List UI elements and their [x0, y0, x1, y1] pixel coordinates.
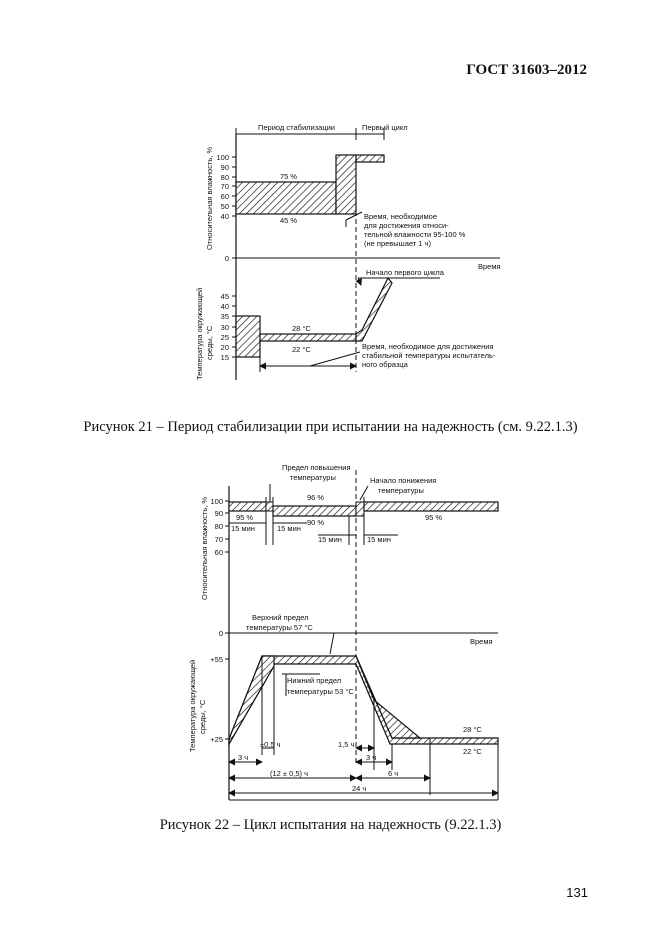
- fig21-tick-t-35: 35: [220, 312, 229, 321]
- fig21-tick-rh-0: 0: [224, 254, 229, 263]
- fig21-tick-t-30: 30: [220, 323, 229, 332]
- fig22-t-p55: +55: [210, 655, 223, 664]
- fig22-tick-rh-100: 100: [210, 497, 223, 506]
- fig22-t-28: 28 °С: [463, 725, 482, 734]
- fig22-ylabel-temp-1: Температура окружающей: [188, 659, 197, 752]
- fig22-m15-2: 15 мин: [277, 524, 301, 533]
- document-standard-number: ГОСТ 31603–2012: [466, 62, 587, 78]
- fig21-rh-75: 75 %: [280, 172, 298, 181]
- fig21-tick-rh-70: 70: [220, 182, 229, 191]
- fig22-d-3a: 3 ч: [238, 753, 249, 762]
- fig22-t-p25: +25: [210, 735, 223, 744]
- fig21-time-axis: Время: [478, 262, 501, 271]
- fig22-d-15: 1,5 ч: [338, 740, 355, 749]
- fig21-tick-t-15: 15: [220, 353, 229, 362]
- fig21-rh-45: 45 %: [280, 216, 298, 225]
- fig21-note-t-2: стабильной температуры испытатель-: [362, 351, 496, 360]
- fig22-lower-1: Нижний предел: [287, 676, 342, 685]
- fig22-zero: 0: [218, 629, 223, 638]
- fig22-start-down-2: температуры: [378, 486, 424, 495]
- fig21-ylabel-temp-2: среды, °С: [205, 325, 214, 360]
- fig22-tick-rh-70: 70: [214, 535, 223, 544]
- fig21-tick-rh-90: 90: [220, 163, 229, 172]
- fig21-tick-rh-80: 80: [220, 173, 229, 182]
- fig21-t-28: 28 °С: [292, 324, 311, 333]
- fig22-start-down-1: Начало понижения: [370, 476, 437, 485]
- fig22-rh-96: 96 %: [307, 493, 325, 502]
- fig22-limit-up-1: Предел повышения: [282, 463, 351, 472]
- fig22-t-22: 22 °С: [463, 747, 482, 756]
- figure-21-caption: Рисунок 21 – Период стабилизации при испытании на надежность (см. 9.22.1.3): [83, 419, 578, 435]
- fig21-tick-t-25: 25: [220, 333, 229, 342]
- fig21-t-22: 22 °С: [292, 345, 311, 354]
- fig21-note-rh-2: для достижения относи-: [364, 221, 449, 230]
- fig21-note-t-3: ного образца: [362, 360, 408, 369]
- fig21-period-stab-label: Период стабилизации: [258, 123, 335, 132]
- fig21-tick-t-40: 40: [220, 302, 229, 311]
- fig21-note-t-1: Время, необходимое для достижения: [362, 342, 494, 351]
- fig22-d-12: (12 ± 0,5) ч: [270, 769, 309, 778]
- fig21-ylabel-rh: Относительная влажность, %: [205, 146, 214, 250]
- fig22-ylabel-rh: Относительная влажность, %: [200, 496, 209, 600]
- fig22-rh-95a: 95 %: [236, 513, 254, 522]
- fig21-tick-rh-50: 50: [220, 202, 229, 211]
- fig21-first-cycle-label: Первый цикл: [362, 123, 408, 132]
- fig22-m15-1: 15 мин: [231, 524, 255, 533]
- fig22-upper-1: Верхний предел: [252, 613, 309, 622]
- fig21-tick-rh-100: 100: [216, 153, 229, 162]
- fig22-rh-90: 90 %: [307, 518, 325, 527]
- fig21-note-rh-3: тельной влажности 95-100 %: [364, 230, 466, 239]
- fig22-tick-rh-60: 60: [214, 548, 223, 557]
- fig22-d-6: 6 ч: [388, 769, 399, 778]
- fig21-tick-rh-40: 40: [220, 212, 229, 221]
- fig22-m15-4: 15 мин: [367, 535, 391, 544]
- fig22-lower-2: температуры 53 °С: [287, 687, 354, 696]
- fig21-tick-t-20: 20: [220, 343, 229, 352]
- fig22-tick-rh-90: 90: [214, 509, 223, 518]
- fig21-note-rh-1: Время, необходимое: [364, 212, 437, 221]
- fig22-limit-up-2: температуры: [290, 473, 336, 482]
- fig22-m15-3: 15 мин: [318, 535, 342, 544]
- fig21-ylabel-temp-1: Температура окружающей: [195, 287, 204, 380]
- fig21-note-rh-4: (не превышает 1 ч): [364, 239, 431, 248]
- fig22-rh-95b: 95 %: [425, 513, 443, 522]
- figure-22: [225, 470, 498, 800]
- fig22-ylabel-temp-2: среды, °С: [198, 699, 207, 734]
- fig21-tick-rh-60: 60: [220, 192, 229, 201]
- page-number: 131: [566, 885, 588, 900]
- fig22-d-24: 24 ч: [352, 784, 367, 793]
- fig22-d-3b: 3 ч: [366, 753, 377, 762]
- fig22-time-axis: Время: [470, 637, 493, 646]
- fig22-tick-rh-80: 80: [214, 522, 223, 531]
- fig22-d-05: ±0,5 ч: [260, 740, 281, 749]
- fig22-upper-2: температуры 57 °С: [246, 623, 313, 632]
- fig21-tick-t-45: 45: [220, 292, 229, 301]
- figure-22-caption: Рисунок 22 – Цикл испытания на надежность (9.22.1.3): [159, 817, 502, 833]
- fig21-start-first-cycle: Начало первого цикла: [366, 268, 444, 277]
